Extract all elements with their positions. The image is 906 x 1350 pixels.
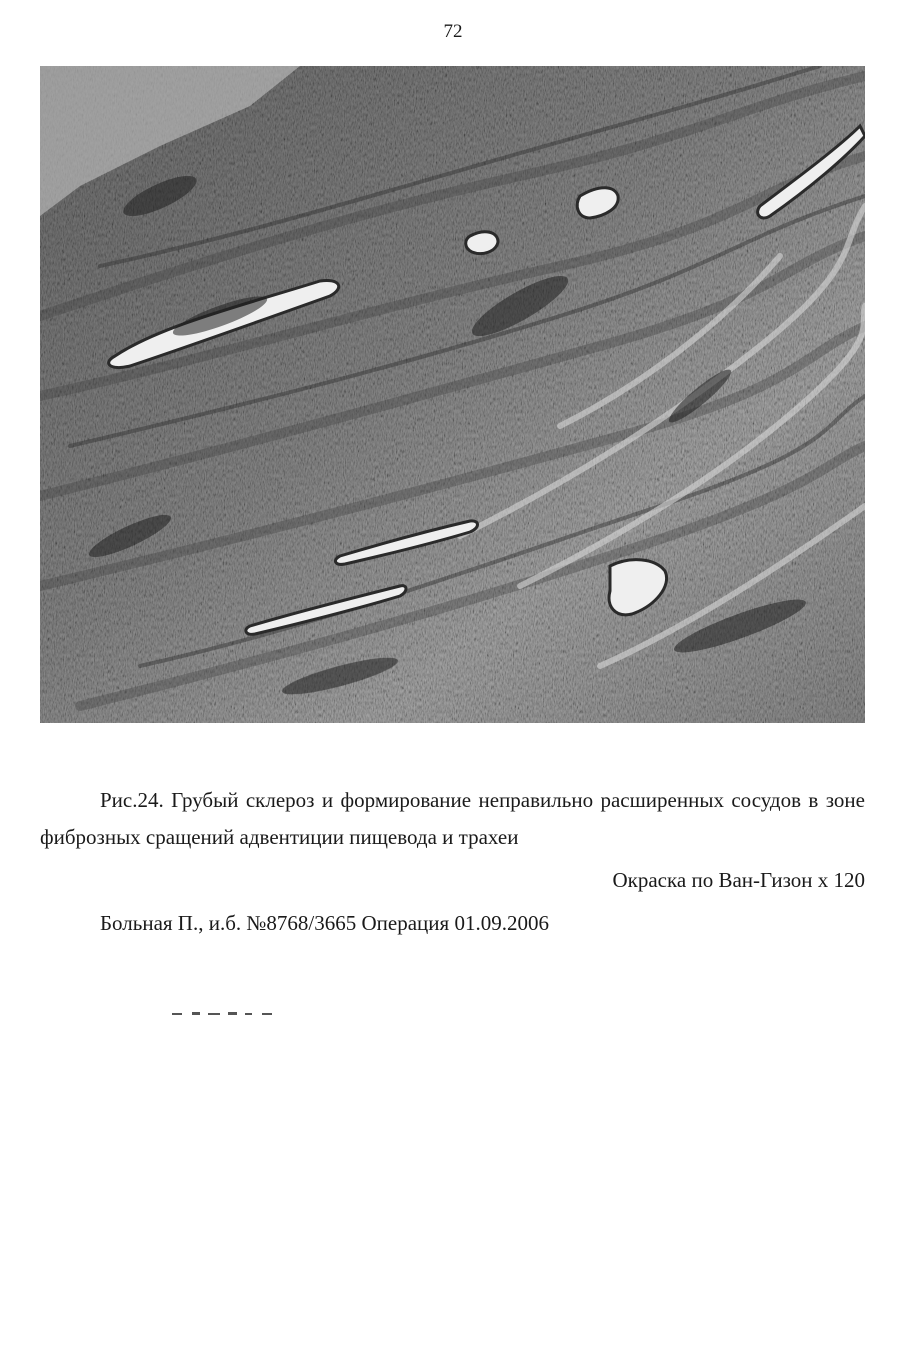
micrograph-image xyxy=(40,66,865,723)
figure-caption: Рис.24. Грубый склероз и формирование неправильно расширенных сосудов в зоне фиброзных сращений адвентиции пищевода и трахеи xyxy=(40,788,865,849)
histology-micrograph xyxy=(40,66,865,723)
page-number: 72 xyxy=(443,21,463,42)
patient-info: Больная П., и.б. №8768/3665 Операция 01.09.2006 xyxy=(100,911,549,935)
scan-artifact xyxy=(170,1011,280,1017)
stain-info: Окраска по Ван-Гизон х 120 xyxy=(612,868,865,892)
